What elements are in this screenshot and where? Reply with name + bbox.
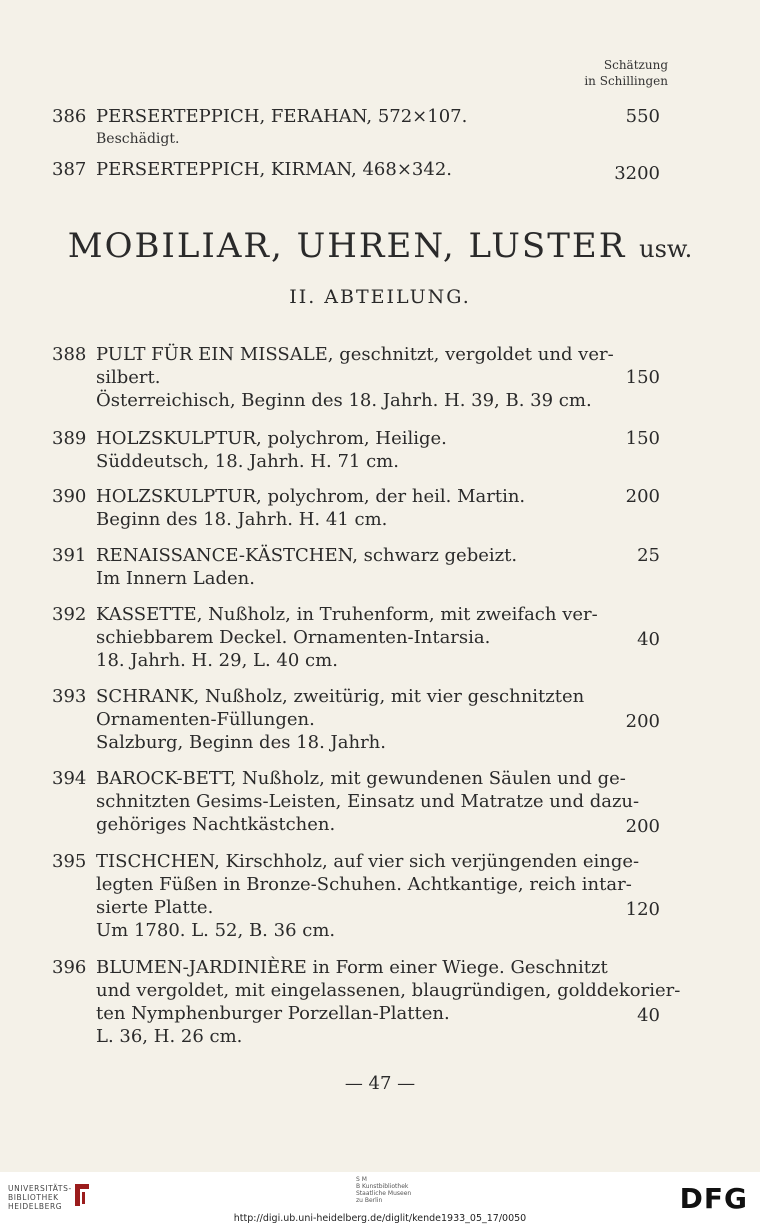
lot-description: TISCHCHEN, Kirschholz, auf vier sich verjüngenden einge- <box>96 851 640 872</box>
lot-description: schnitzten Gesims-Leisten, Einsatz und Matratze und dazu- <box>96 791 640 812</box>
lot-number: 391 <box>52 545 87 566</box>
lot-number: 389 <box>52 428 87 449</box>
lot-description: ten Nymphenburger Porzellan-Platten. <box>96 1003 450 1024</box>
page-number: — 47 — <box>344 1073 416 1094</box>
lot-price: 150 <box>625 428 660 449</box>
university-logo-icon <box>72 1182 94 1208</box>
lot-price: 550 <box>625 106 660 127</box>
library-name: UNIVERSITÄTS- BIBLIOTHEK HEIDELBERG <box>8 1184 72 1211</box>
lot-note: Beschädigt. <box>96 131 180 147</box>
lot-number: 386 <box>52 106 87 127</box>
lot-description: L. 36, H. 26 cm. <box>96 1026 243 1047</box>
lot-description: BLUMEN-JARDINIÈRE in Form einer Wiege. Geschnitzt <box>96 957 608 978</box>
lot-description: HOLZSKULPTUR, polychrom, der heil. Martin. <box>96 486 526 507</box>
museum-stamp: S M B Kunstbibliothek Staatliche Museen zu Berlin <box>356 1176 412 1204</box>
lot-description: BAROCK-BETT, Nußholz, mit gewundenen Säulen und ge- <box>96 768 626 789</box>
lot-number: 392 <box>52 604 87 625</box>
digitization-footer <box>0 1172 760 1227</box>
lot-description: PERSERTEPPICH, FERAHAN, 572×107. <box>96 106 468 127</box>
lot-description: legten Füßen in Bronze-Schuhen. Achtkantige, reich intar- <box>96 874 632 895</box>
lot-price: 200 <box>625 816 660 837</box>
lot-number: 393 <box>52 686 87 707</box>
lot-price: 150 <box>625 367 660 388</box>
lot-price: 200 <box>625 711 660 732</box>
lot-description: Salzburg, Beginn des 18. Jahrh. <box>96 732 386 753</box>
lot-description: SCHRANK, Nußholz, zweitürig, mit vier geschnitzten <box>96 686 585 707</box>
price-column-header: Schätzung in Schillingen <box>584 58 668 88</box>
lot-description: Beginn des 18. Jahrh. H. 41 cm. <box>96 509 388 530</box>
lot-number: 390 <box>52 486 87 507</box>
source-url[interactable]: http://digi.ub.uni-heidelberg.de/diglit/kende1933_05_17/0050 <box>233 1213 527 1224</box>
lot-description: und vergoldet, mit eingelassenen, blaugründigen, golddekorier- <box>96 980 681 1001</box>
lot-description: KASSETTE, Nußholz, in Truhenform, mit zweifach ver- <box>96 604 598 625</box>
dfg-logo: DFG <box>679 1182 748 1215</box>
lot-description: Um 1780. L. 52, B. 36 cm. <box>96 920 336 941</box>
lot-number: 387 <box>52 159 87 180</box>
lot-description: Süddeutsch, 18. Jahrh. H. 71 cm. <box>96 451 399 472</box>
lot-description: PULT FÜR EIN MISSALE, geschnitzt, vergoldet und ver- <box>96 344 614 365</box>
lot-description: schiebbarem Deckel. Ornamenten-Intarsia. <box>96 627 491 648</box>
lot-price: 3200 <box>614 163 660 184</box>
lot-number: 396 <box>52 957 87 978</box>
lot-description: gehöriges Nachtkästchen. <box>96 814 336 835</box>
lot-price: 25 <box>637 545 660 566</box>
lot-description: HOLZSKULPTUR, polychrom, Heilige. <box>96 428 447 449</box>
lot-description: Ornamenten-Füllungen. <box>96 709 315 730</box>
lot-description: Österreichisch, Beginn des 18. Jahrh. H. 39, B. 39 cm. <box>96 390 592 411</box>
lot-description: sierte Platte. <box>96 897 214 918</box>
lot-price: 200 <box>625 486 660 507</box>
section-title: MOBILIAR, UHREN, LUSTER usw. <box>67 226 693 266</box>
lot-price: 120 <box>625 899 660 920</box>
lot-number: 394 <box>52 768 87 789</box>
lot-description: PERSERTEPPICH, KIRMAN, 468×342. <box>96 159 453 180</box>
lot-description: silbert. <box>96 367 161 388</box>
lot-number: 388 <box>52 344 87 365</box>
lot-description: 18. Jahrh. H. 29, L. 40 cm. <box>96 650 338 671</box>
lot-price: 40 <box>637 1005 660 1026</box>
lot-price: 40 <box>637 629 660 650</box>
lot-description: RENAISSANCE-KÄSTCHEN, schwarz gebeizt. <box>96 545 518 566</box>
lot-number: 395 <box>52 851 87 872</box>
lot-description: Im Innern Laden. <box>96 568 255 589</box>
section-subtitle: II. ABTEILUNG. <box>289 286 471 308</box>
